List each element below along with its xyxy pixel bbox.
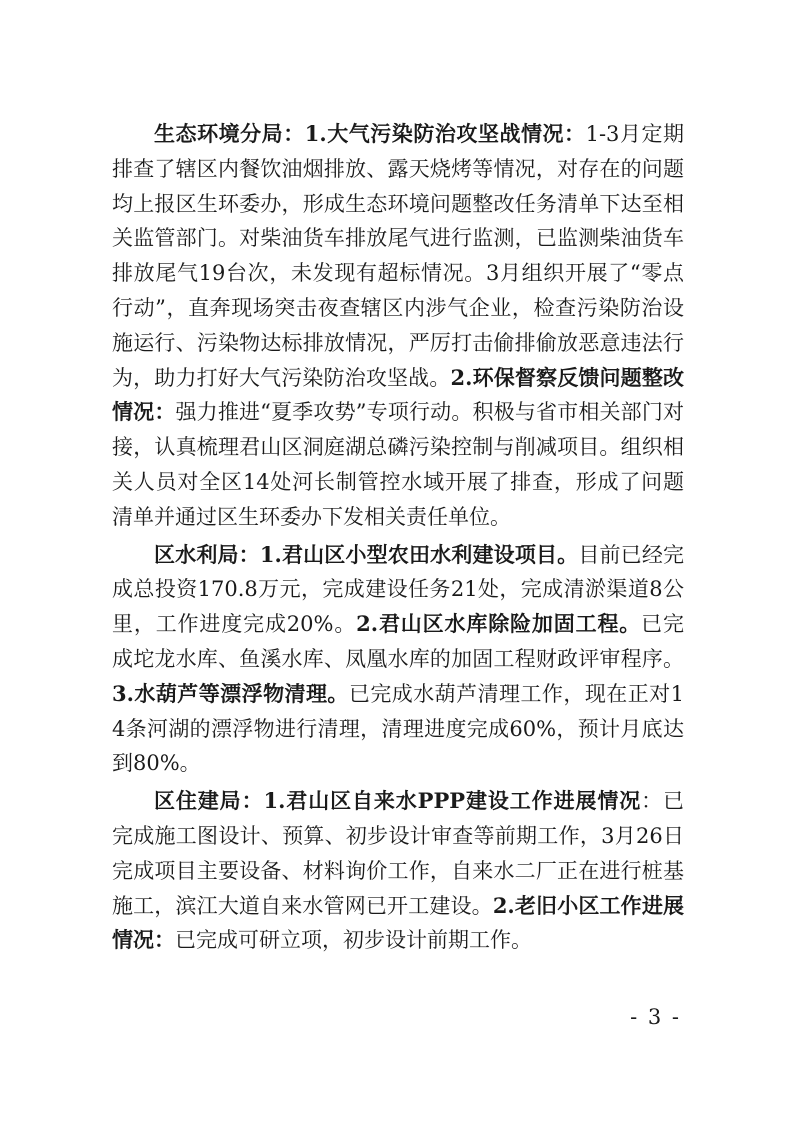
item-body-reservoir-reinforcement: 已完成坨龙水库、鱼溪水库、凤凰水库的加固工程财政评审程序。	[112, 612, 684, 671]
item-body-inspection-feedback: 强力推进“夏季攻势”专项行动。积极与省市相关部门对接，认真梳理君山区洞庭湖总磷污染控制与削减项目。组织相关人员对全区14处河长制管控水域开展了排查，形成了问题清单并通过区生环委办下发相关责任单位。	[112, 400, 684, 529]
paragraph-water-bureau	[112, 538, 684, 782]
item-body-old-communities: 已完成可研立项，初步设计前期工作。	[175, 928, 532, 953]
item-heading-reservoir-reinforcement: 2.君山区水库除险加固工程。	[356, 611, 642, 637]
bureau-heading-housing: 区住建局：	[154, 788, 264, 814]
document-body	[112, 117, 684, 958]
item-heading-air-pollution: 1.大气污染防治攻坚战情况：	[304, 121, 586, 146]
paragraph-ecology-bureau	[112, 117, 684, 535]
item-heading-inspection-feedback: 2.环保督察反馈问题整改情况：	[112, 364, 684, 425]
bureau-heading-water: 区水利局：	[154, 541, 260, 567]
item-heading-floating-debris: 3.水葫芦等漂浮物清理。	[112, 680, 349, 706]
item-heading-water-supply-ppp: 1.君山区自来水PPP建设工作进展情况	[263, 788, 642, 814]
item-body-floating-debris: 已完成水葫芦清理工作，现在正对14条河湖的漂浮物进行清理，清理进度完成60%，预计月底达到80%。	[112, 681, 684, 776]
paragraph-housing-bureau	[112, 784, 684, 958]
item-body-water-supply-ppp: ：已完成施工图设计、预算、初步设计审查等前期工作，3月26日完成项目主要设备、材料询价工作，自来水二厂正在进行桩基施工，滨江大道自来水管网已开工建设。	[112, 789, 685, 918]
page-number: - 3 -	[630, 1005, 681, 1029]
item-heading-farmland-irrigation: 1.君山区小型农田水利建设项目。	[259, 541, 579, 567]
item-heading-old-communities: 2.老旧小区工作进展情况：	[112, 892, 684, 953]
bureau-heading-ecology: 生态环境分局：	[154, 121, 305, 146]
item-body-air-pollution: 1-3月定期排查了辖区内餐饮油烟排放、露天烧烤等情况，对存在的问题均上报区生环委办，形成生态环境问题整改任务清单下达至相关监管部门。对柴油货车排放尾气进行监测，已监测柴油货车排放尾气19台次，未发现有超标情况。3月组织开展了“零点行动”，直奔现场突击夜查辖区内涉气企业，检查污染防治设施运行、污染物达标排放情况，严厉打击偷排偷放恶意违法行为，助力打好大气污染防治攻坚战。	[112, 122, 685, 390]
item-body-farmland-irrigation: 目前已经完成总投资170.8万元，完成建设任务21处，完成清淤渠道8公里，工作进度完成20%。	[112, 542, 685, 637]
